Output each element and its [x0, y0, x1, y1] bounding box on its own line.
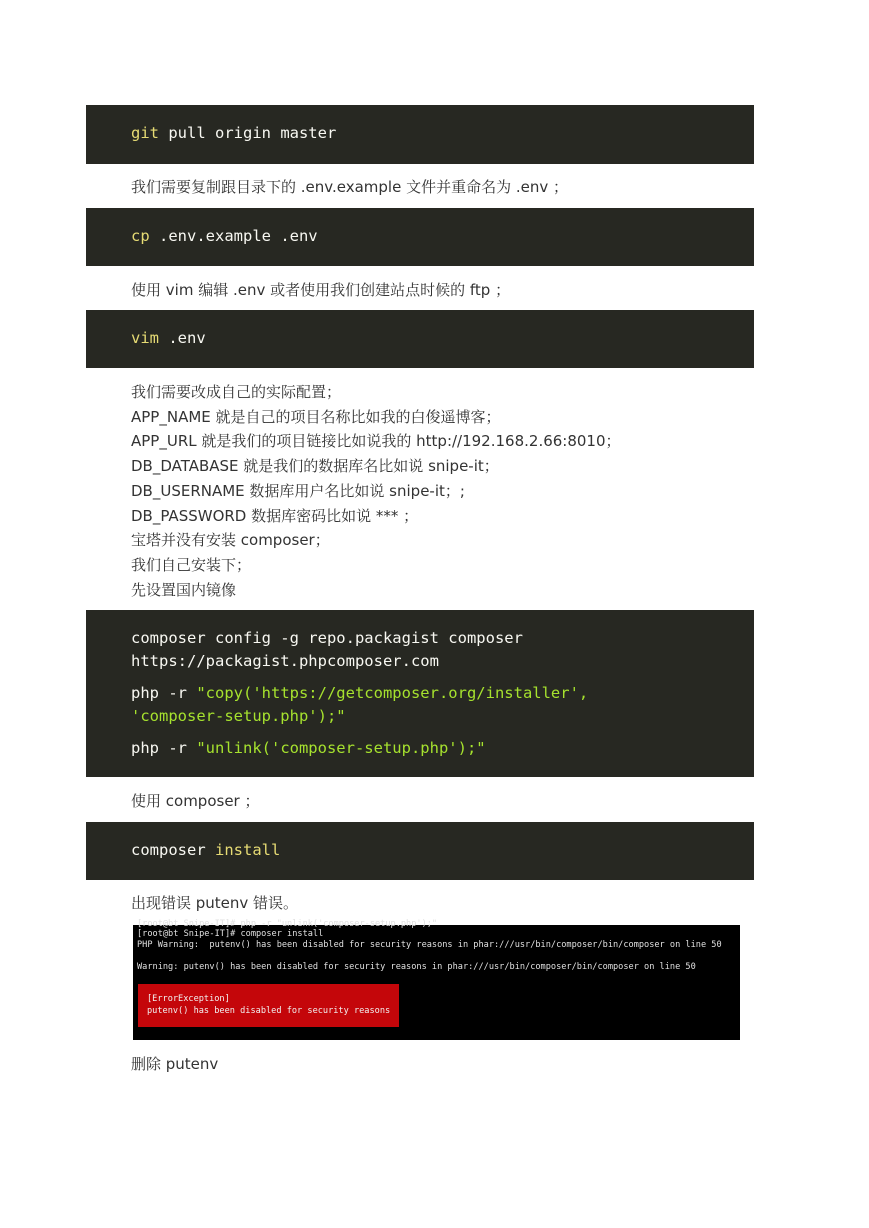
code-command: cp [131, 227, 150, 245]
paragraph-vim-edit: 使用 vim 编辑 .env 或者使用我们创建站点时候的 ftp ； [131, 281, 511, 299]
config-line: DB_USERNAME 数据库用户名比如说 snipe-it；; [131, 481, 465, 500]
code-args: .env.example .env [149, 227, 318, 245]
code-line [131, 122, 754, 145]
code-keyword: install [215, 841, 281, 859]
config-line: 先设置国内镜像 [131, 580, 237, 599]
terminal-line: Warning: putenv() has been disabled for security reasons in phar:///usr/bin/composer/bin/composer on line 50 [137, 962, 696, 972]
config-line: DB_DATABASE 就是我们的数据库名比如说 snipe-it； [131, 457, 499, 476]
error-title: [ErrorException] [147, 994, 230, 1004]
code-prefix: php -r [131, 739, 197, 757]
paragraph-use-composer: 使用 composer ； [131, 792, 260, 810]
terminal-line: [root@bt Snipe-IT]# php -r "unlink('composer-setup.php');" [137, 919, 438, 929]
code-line [131, 327, 754, 350]
config-line: 宝塔并没有安装 composer； [131, 531, 330, 550]
code-block-composer-setup [86, 610, 754, 777]
config-line: APP_URL 就是我们的项目链接比如说我的 http://192.168.2.66:8010； [131, 432, 621, 451]
paragraph-config-notes [131, 380, 621, 602]
paragraph-putenv-error: 出现错误 putenv 错误。 [131, 894, 299, 912]
code-string: "unlink('composer-setup.php');" [196, 739, 486, 757]
code-line [131, 737, 754, 760]
code-line: composer config -g repo.packagist composer [131, 629, 523, 647]
code-block-composer-install [86, 822, 754, 880]
terminal-line: PHP Warning: putenv() has been disabled for security reasons in phar:///usr/bin/composer/bin/composer on line 50 [137, 940, 722, 950]
code-line: https://packagist.phpcomposer.com [131, 652, 439, 670]
code-args: .env [159, 329, 206, 347]
config-line: 我们自己安装下； [131, 555, 252, 574]
code-block-vim-env [86, 310, 754, 368]
paragraph-copy-env: 我们需要复制跟目录下的 .env.example 文件并重命名为 .env ； [131, 178, 569, 196]
code-block-cp-env [86, 208, 754, 266]
config-line: APP_NAME 就是自己的项目名称比如我的白俊遥博客； [131, 407, 501, 426]
code-command: composer [131, 841, 215, 859]
code-line [131, 682, 754, 705]
code-string: "copy('https://getcomposer.org/installer', [196, 684, 589, 702]
terminal-line: [root@bt Snipe-IT]# composer install [137, 929, 324, 939]
code-line [131, 839, 754, 862]
code-command: vim [131, 329, 159, 347]
code-args: pull origin master [159, 124, 337, 142]
paragraph-delete-putenv: 删除 putenv [131, 1055, 219, 1073]
error-message: putenv() has been disabled for security reasons [147, 1006, 391, 1016]
code-command: git [131, 124, 159, 142]
code-prefix: php -r [131, 684, 197, 702]
config-line: 我们需要改成自己的实际配置； [131, 383, 342, 401]
code-line [131, 225, 754, 248]
terminal-screenshot [133, 919, 740, 1040]
config-line: DB_PASSWORD 数据库密码比如说 *** ； [131, 506, 419, 525]
error-box [138, 984, 399, 1027]
code-block-git-pull [86, 105, 754, 164]
code-string-line: 'composer-setup.php');" [131, 707, 346, 725]
